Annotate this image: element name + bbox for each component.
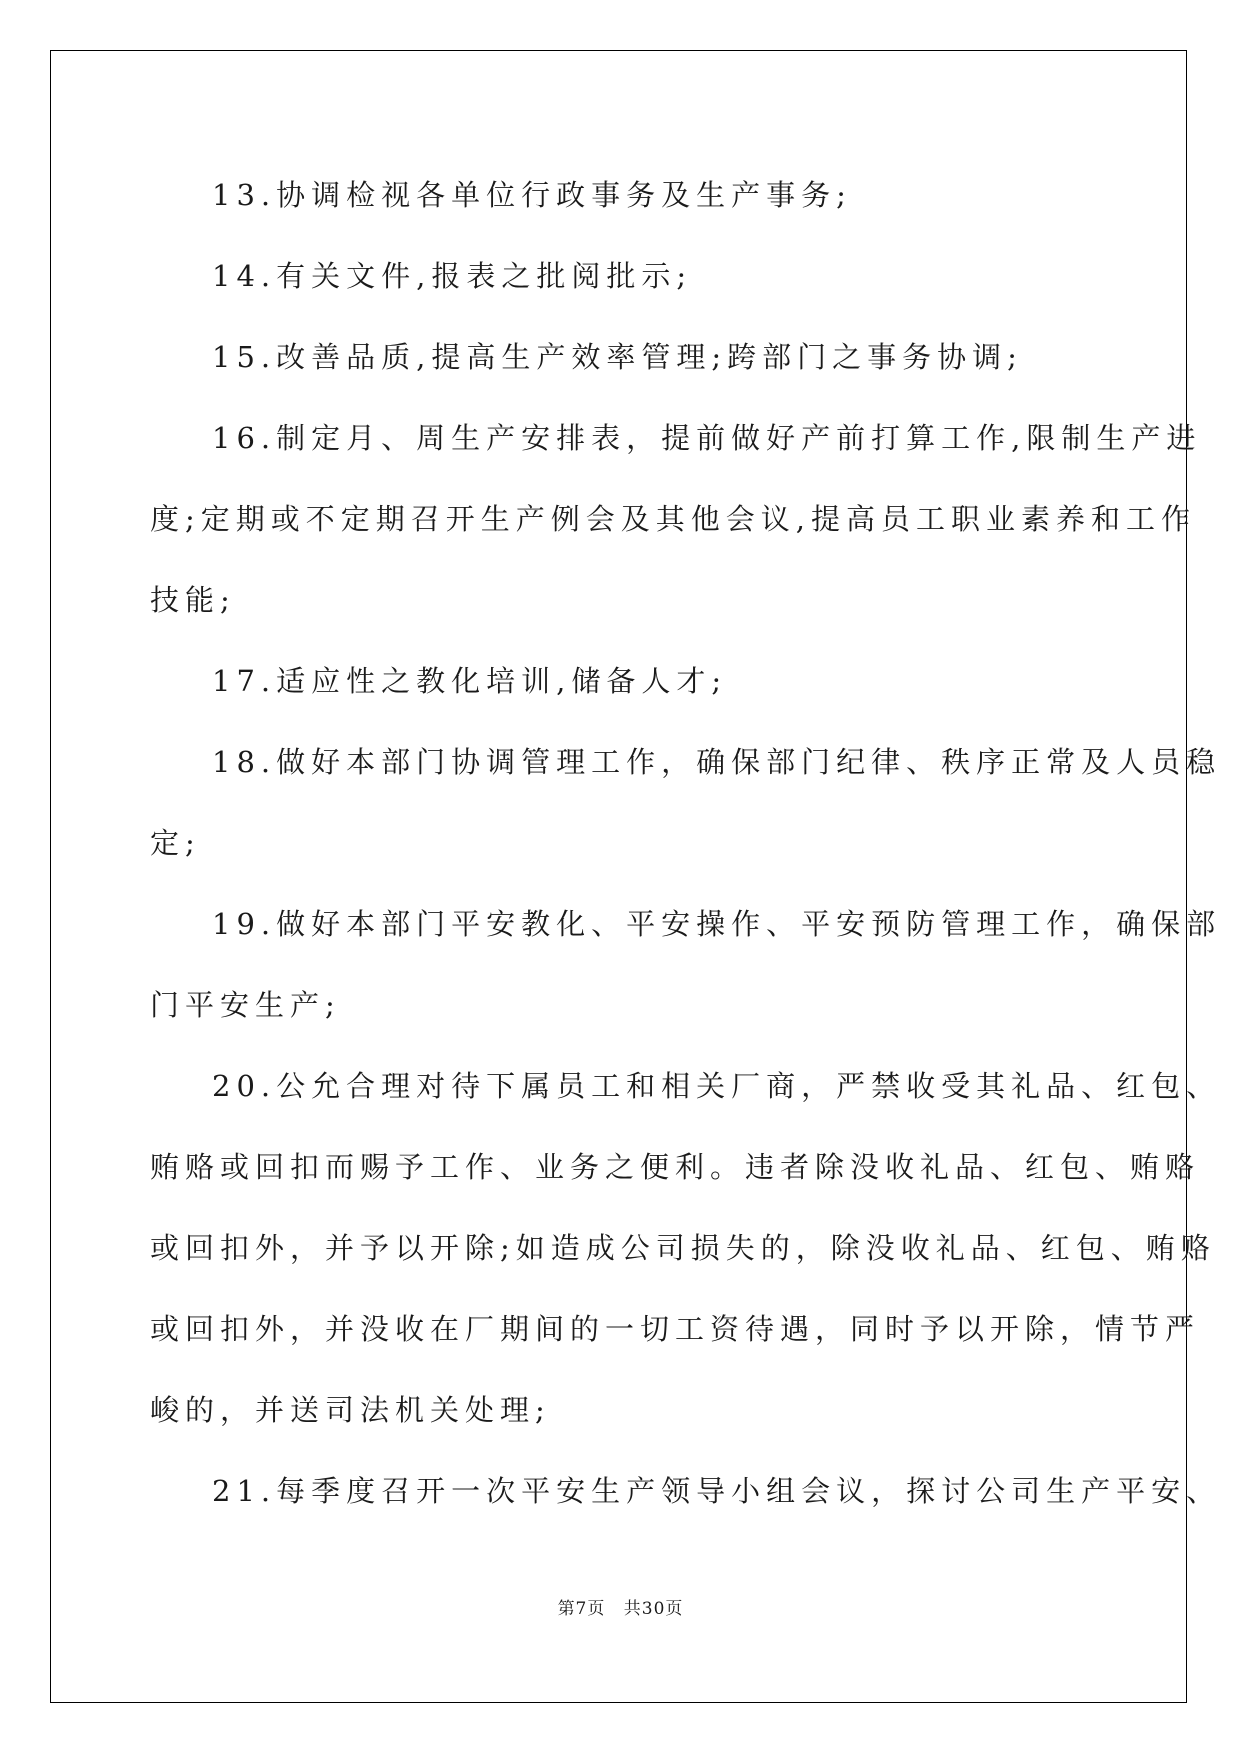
text-line: 17.适应性之教化培训,储备人才; [212, 664, 728, 698]
text-line: 14.有关文件,报表之批阅批示; [212, 259, 693, 293]
page-total: 共30页 [623, 1599, 684, 1619]
paragraph-16 [150, 398, 1202, 641]
text-line: 度;定期或不定期召开生产例会及其他会议,提高员工职业素养和工作 [150, 502, 1196, 536]
paragraph-21 [150, 1451, 1222, 1532]
paragraph-13 [150, 155, 1090, 236]
text-line: 贿赂或回扣而赐予工作、业务之便利。违者除没收礼品、红包、贿赂 [150, 1150, 1201, 1184]
text-line: 门平安生产; [150, 988, 341, 1022]
text-line: 16.制定月、周生产安排表，提前做好产前打算工作,限制生产进 [212, 421, 1202, 455]
paragraph-19 [150, 884, 1222, 1046]
paragraph-18 [150, 722, 1222, 884]
text-line: 13.协调检视各单位行政事务及生产事务; [212, 178, 852, 212]
text-line: 15.改善品质,提高生产效率管理;跨部门之事务协调; [212, 340, 1023, 374]
page-number: 第7页 [557, 1599, 606, 1619]
text-line: 技能; [150, 583, 236, 617]
paragraph-20 [150, 1046, 1222, 1451]
document-body [150, 155, 1222, 1532]
text-line: 或回扣外，并予以开除;如造成公司损失的，除没收礼品、红包、贿赂 [150, 1231, 1216, 1265]
page-footer [0, 1594, 1241, 1619]
text-line: 19.做好本部门平安教化、平安操作、平安预防管理工作，确保部 [212, 907, 1222, 941]
text-line: 峻的，并送司法机关处理; [150, 1393, 551, 1427]
text-line: 20.公允合理对待下属员工和相关厂商，严禁收受其礼品、红包、 [212, 1069, 1222, 1103]
text-line: 或回扣外，并没收在厂期间的一切工资待遇，同时予以开除，情节严 [150, 1312, 1201, 1346]
text-line: 18.做好本部门协调管理工作，确保部门纪律、秩序正常及人员稳 [212, 745, 1222, 779]
paragraph-15 [150, 317, 1090, 398]
text-line: 定; [150, 826, 201, 860]
paragraph-14 [150, 236, 1090, 317]
text-line: 21.每季度召开一次平安生产领导小组会议，探讨公司生产平安、 [212, 1474, 1222, 1508]
paragraph-17 [150, 641, 1090, 722]
